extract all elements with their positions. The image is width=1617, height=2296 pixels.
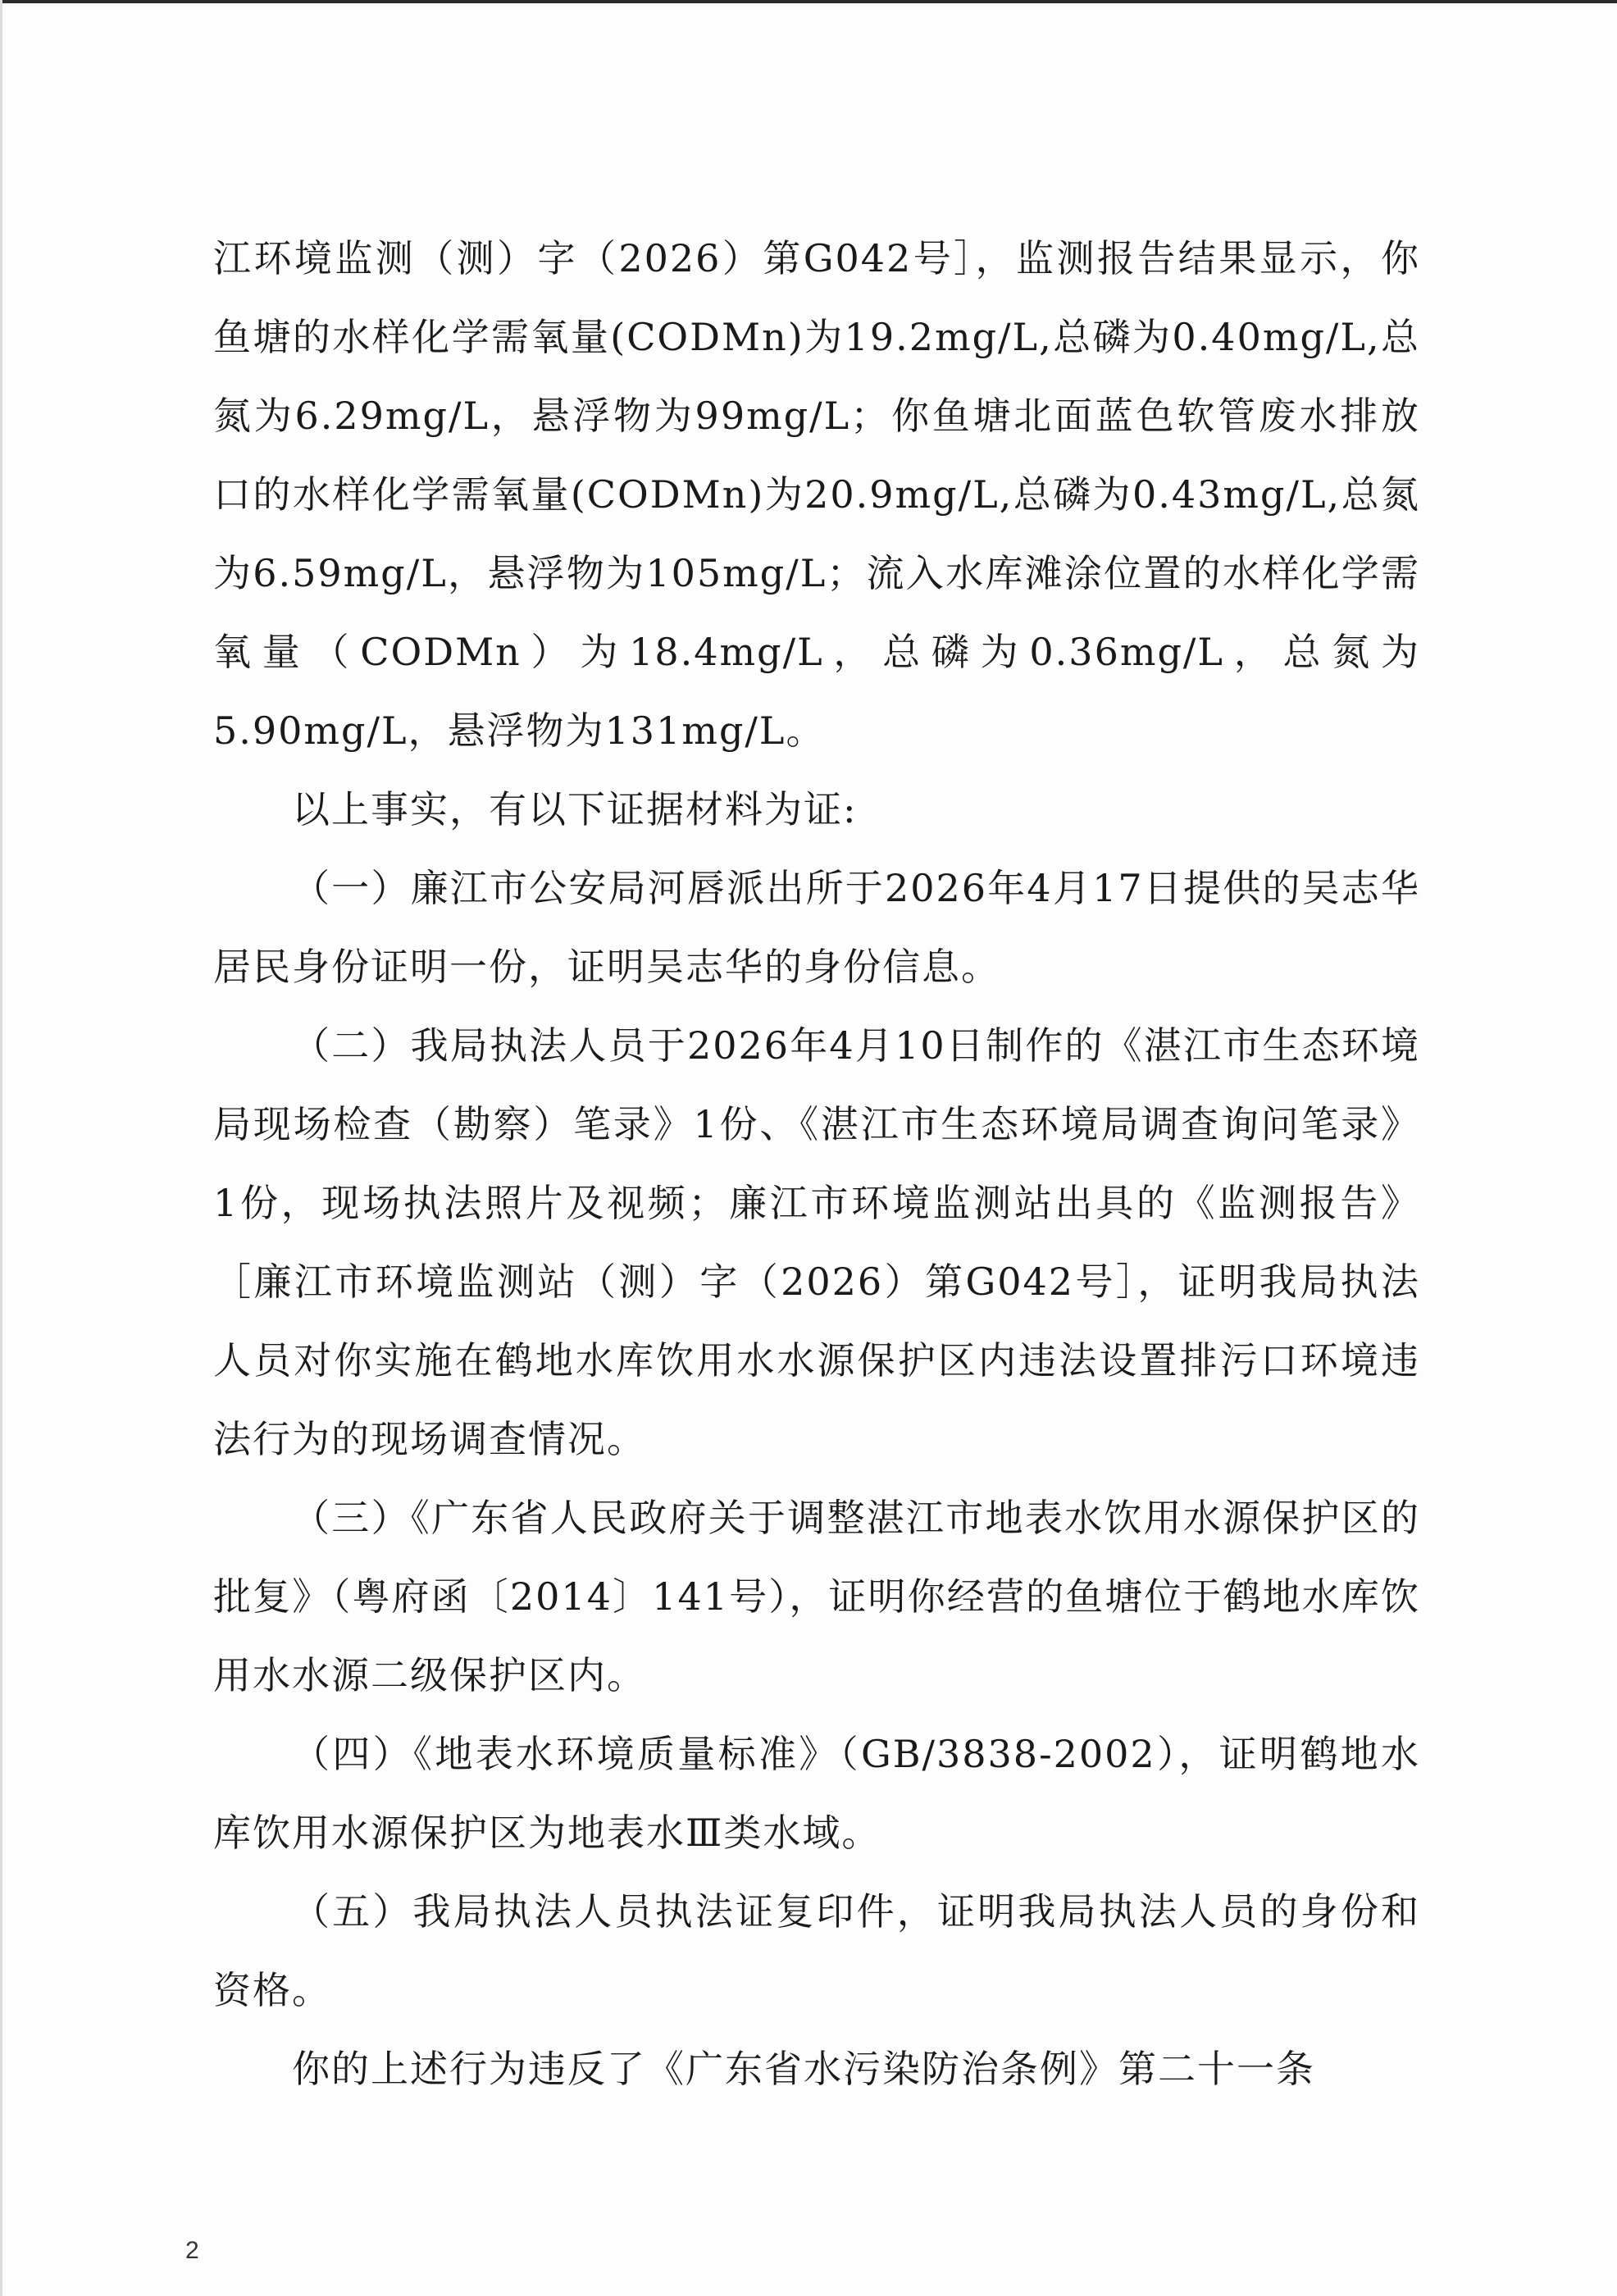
paragraph-evidence-intro: 以上事实，有以下证据材料为证: — [292, 787, 858, 831]
paragraph-evidence-2: （二）我局执法人员于2026年4月10日制作的《湛江市生态环境局现场检查（勘察）笔录》1份、《湛江市生态环境局调查询问笔录》1份，现场执法照片及视频；廉江市环境监测站出具的《监测报告》［廉江市环境监测站（测）字（2026）第G042号］，证明我局执法人员对你实施在鹤地水库饮用水水源保护区内违法设置排污口环境违法行为的现场调查情况。 — [213, 1023, 1420, 1461]
paragraph-evidence-3: （三）《广东省人民政府关于调整湛江市地表水饮用水源保护区的批复》（粤府函〔2014〕141号），证明你经营的鱼塘位于鹤地水库饮用水水源二级保护区内。 — [213, 1496, 1420, 1697]
paragraph-violation: 你的上述行为违反了《广东省水污染防治条例》第二十一条 — [292, 2047, 1315, 2091]
paragraph-monitoring-results: 江环境监测（测）字（2026）第G042号］，监测报告结果显示，你鱼塘的水样化学需氧量(CODMn)为19.2mg/L,总磷为0.40mg/L,总氮为6.29mg/L，悬浮物为99mg/L；你鱼塘北面蓝色软管废水排放口的水样化学需氧量(CODMn)为20.9mg/L,总磷为0.43mg/L,总氮为6.59mg/L，悬浮物为105mg/L；流入水库滩涂位置的水样化学需氧量（CODMn）为18.4mg/L，总磷为0.36mg/L，总氮为5.90mg/L，悬浮物为131mg/L。 — [213, 236, 1420, 753]
scan-left-edge — [0, 0, 2, 2296]
document-body — [213, 219, 1420, 2108]
scan-top-border — [0, 0, 1617, 3]
paragraph-evidence-5: （五）我局执法人员执法证复印件，证明我局执法人员的身份和资格。 — [213, 1889, 1420, 2012]
paragraph-evidence-4: （四）《地表水环境质量标准》（GB/3838-2002），证明鹤地水库饮用水源保护区为地表水Ⅲ类水域。 — [213, 1732, 1420, 1855]
paragraph-evidence-1: （一）廉江市公安局河唇派出所于2026年4月17日提供的吴志华居民身份证明一份，证明吴志华的身份信息。 — [213, 866, 1420, 989]
page-number: 2 — [185, 2237, 199, 2264]
